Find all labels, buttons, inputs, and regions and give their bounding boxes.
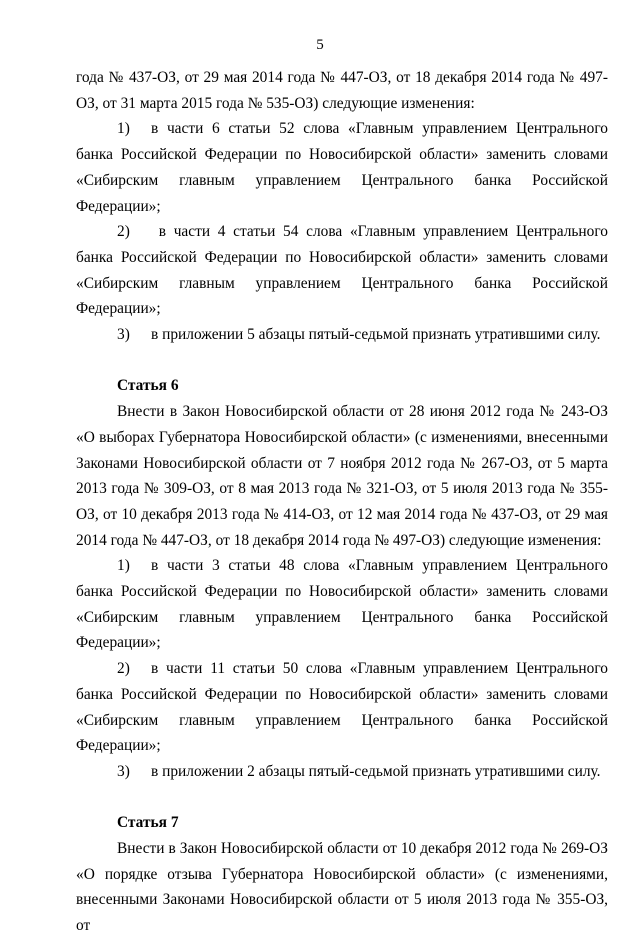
- list-item: [76, 656, 608, 759]
- list-item: [76, 553, 608, 656]
- list-item-text: в части 4 статьи 54 слова «Главным управлением Центрального банка Российской Федерации по Новосибирской области» заменить словами «Сибирским главным управлением Центрального банка Российской Федерации»;: [76, 223, 608, 318]
- list-item: [76, 116, 608, 219]
- article-heading: Статья 7: [117, 814, 179, 832]
- list-item-number: 3): [117, 762, 130, 780]
- list-item-number: 1): [117, 557, 130, 575]
- list-item-number: 3): [117, 326, 130, 344]
- list-item-number: 2): [117, 660, 130, 678]
- paragraph: Внести в Закон Новосибирской области от 10 декабря 2012 года № 269-ОЗ «О порядке отзыва Губернатора Новосибирской области» (с изменениями, внесенными Законами Новосибирской области от 5 июля 2013 года № 355-ОЗ, от: [76, 840, 608, 935]
- list-item-text: в приложении 5 абзацы пятый-седьмой признать утратившими силу.: [151, 326, 601, 344]
- list-item-text: в части 11 статьи 50 слова «Главным управлением Центрального банка Российской Федерации по Новосибирской области» заменить словами «Сибирским главным управлением Центрального банка Российской Федерации»;: [76, 660, 608, 755]
- paragraph-continuation: года № 437-ОЗ, от 29 мая 2014 года № 447-ОЗ, от 18 декабря 2014 года № 497-ОЗ, от 31 марта 2015 года № 535-ОЗ) следующие изменения:: [76, 69, 608, 112]
- spacer: [76, 785, 608, 811]
- list-item: [76, 219, 608, 322]
- document-body: [76, 65, 608, 939]
- list-item-text: в части 3 статьи 48 слова «Главным управлением Центрального банка Российской Федерации по Новосибирской области» заменить словами «Сибирским главным управлением Центрального банка Российской Федерации»;: [76, 557, 608, 652]
- article-heading: Статья 6: [117, 377, 179, 395]
- spacer: [76, 348, 608, 374]
- page-number: 5: [316, 37, 324, 53]
- list-item: [76, 322, 608, 348]
- list-item-number: 1): [117, 120, 130, 138]
- list-item-text: в приложении 2 абзацы пятый-седьмой признать утратившими силу.: [151, 762, 601, 780]
- paragraph: Внести в Закон Новосибирской области от 28 июня 2012 года № 243-ОЗ «О выборах Губернатора Новосибирской области» (с изменениями, внесенными Законами Новосибирской области от 7 ноября 2012 года № 267-ОЗ, от 5 марта 2013 года № 309-ОЗ, от 8 мая 2013 года № 321-ОЗ, от 5 июля 2013 года № 355-ОЗ, от 10 декабря 2013 года № 414-ОЗ, от 12 мая 2014 года № 437-ОЗ, от 29 мая 2014 года № 447-ОЗ, от 18 декабря 2014 года № 497-ОЗ) следующие изменения:: [76, 403, 608, 549]
- list-item-text: в части 6 статьи 52 слова «Главным управлением Центрального банка Российской Федерации по Новосибирской области» заменить словами «Сибирским главным управлением Центрального банка Российской Федерации»;: [76, 120, 608, 215]
- list-item-number: 2): [117, 223, 130, 241]
- list-item: [76, 759, 608, 785]
